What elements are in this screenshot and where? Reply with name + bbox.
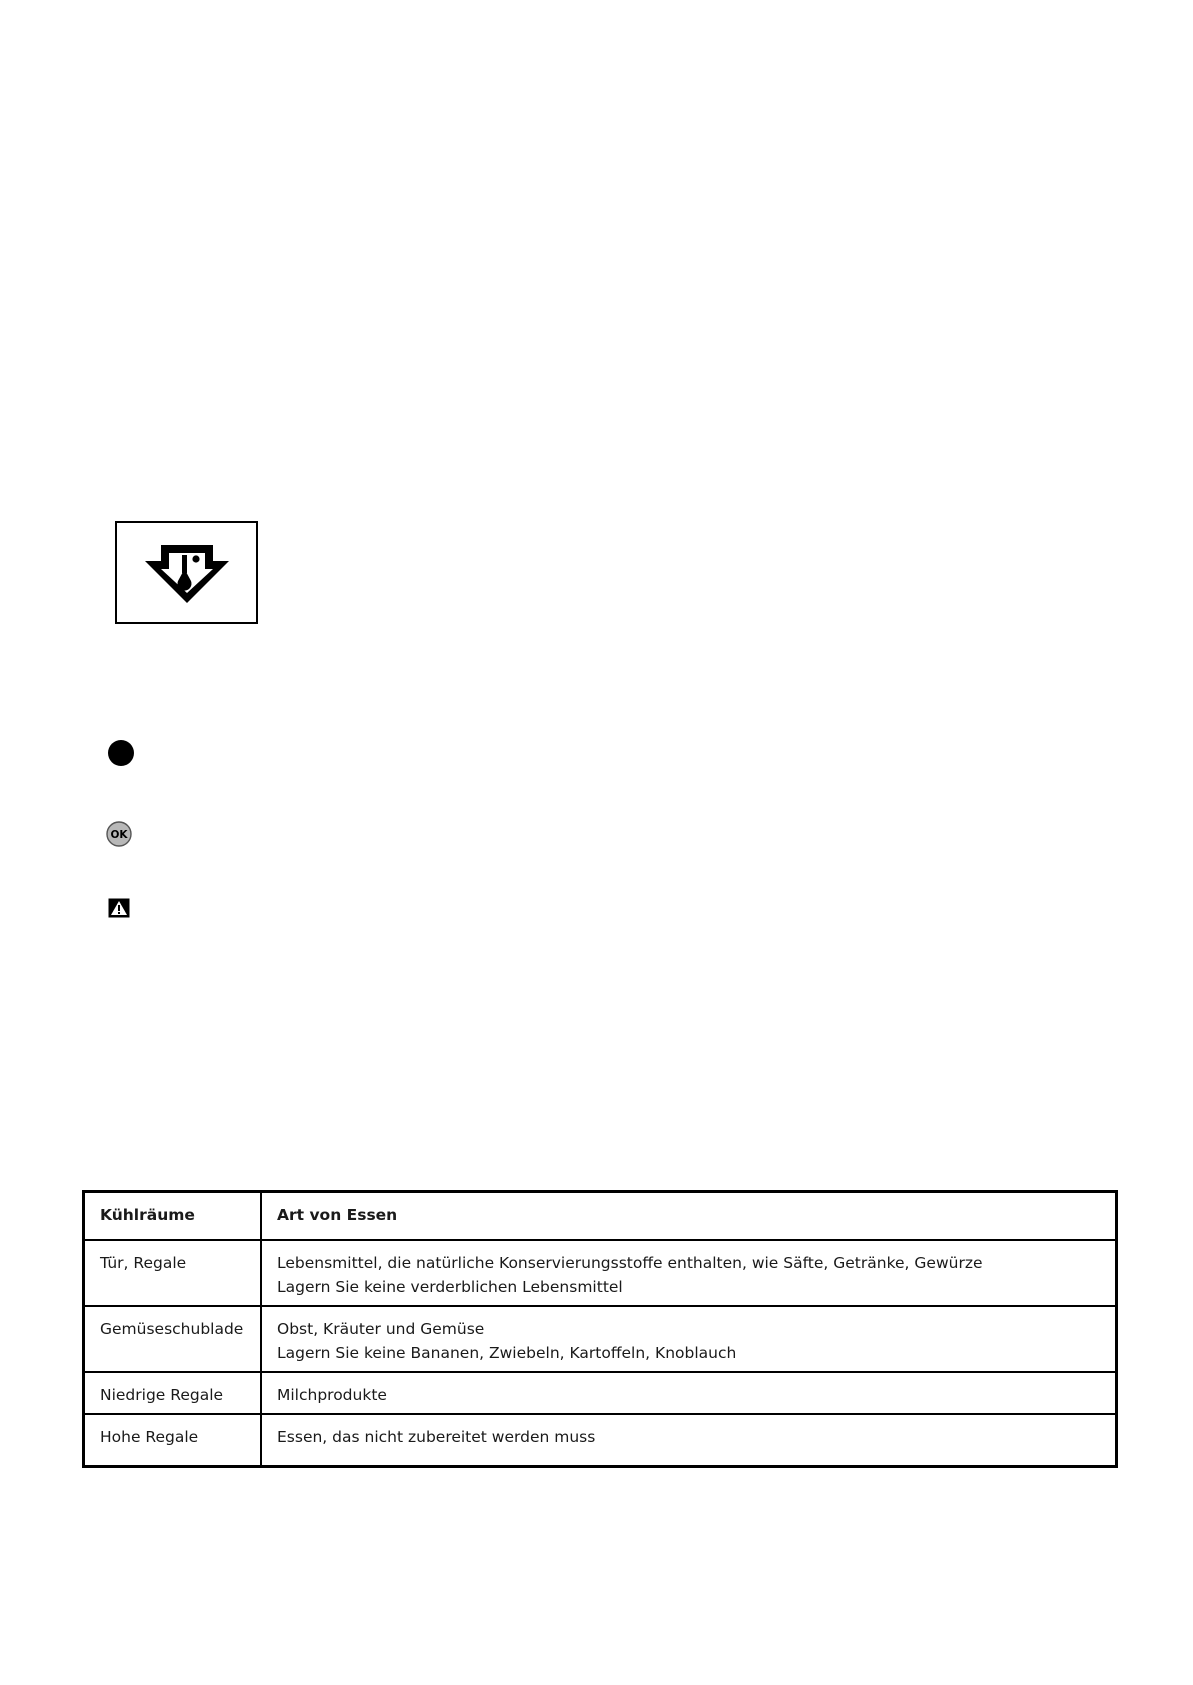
food-line: Lagern Sie keine Bananen, Zwiebeln, Kartoffeln, Knoblauch (277, 1343, 737, 1362)
cell-space: Hohe Regale (84, 1414, 262, 1467)
table-row (84, 1306, 1117, 1372)
ok-label: OK (110, 829, 128, 841)
food-line: Lebensmittel, die natürliche Konservierungsstoffe enthalten, wie Säfte, Getränke, Gewürze (277, 1253, 983, 1272)
table-row (84, 1414, 1117, 1467)
food-line: Essen, das nicht zubereitet werden muss (277, 1427, 596, 1446)
table-row (84, 1372, 1117, 1414)
cell-food (261, 1306, 1117, 1372)
cell-space: Gemüseschublade (84, 1306, 262, 1372)
ok-button-icon (106, 821, 132, 847)
fridge-symbol-frame (115, 521, 258, 624)
cell-food (261, 1414, 1117, 1467)
table-row (84, 1240, 1117, 1306)
cell-space: Tür, Regale (84, 1240, 262, 1306)
filled-circle-icon (107, 739, 135, 767)
food-line: Lagern Sie keine verderblichen Lebensmittel (277, 1277, 623, 1296)
warning-triangle-icon (108, 898, 130, 918)
food-line: Obst, Kräuter und Gemüse (277, 1319, 485, 1338)
cell-space: Niedrige Regale (84, 1372, 262, 1414)
cell-food (261, 1240, 1117, 1306)
food-storage-table (82, 1190, 1118, 1468)
cell-food (261, 1372, 1117, 1414)
food-line: Milchprodukte (277, 1385, 387, 1404)
header-cooling-spaces: Kühlräume (84, 1192, 262, 1240)
fridge-temperature-warning-icon (137, 535, 237, 611)
table-header-row (84, 1192, 1117, 1240)
header-food-type: Art von Essen (261, 1192, 1117, 1240)
